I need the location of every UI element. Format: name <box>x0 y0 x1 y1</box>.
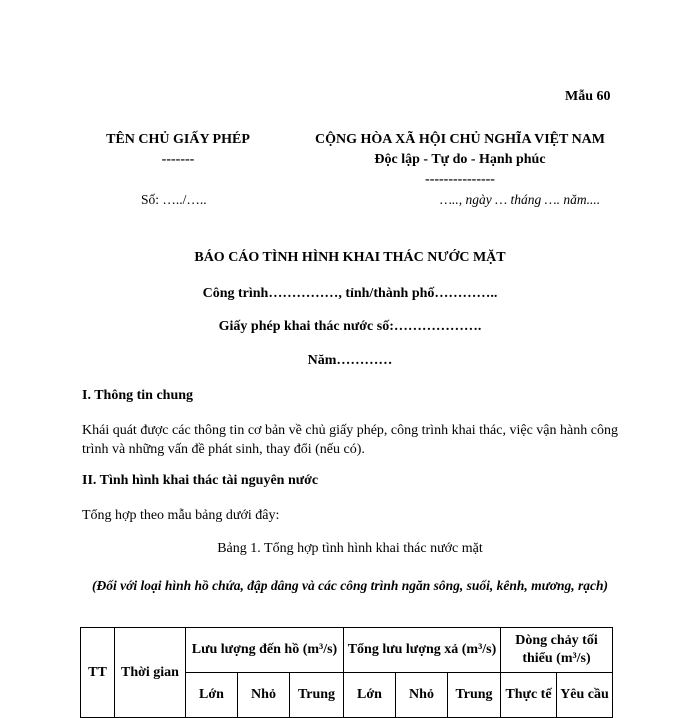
form-code: Mẫu 60 <box>565 89 611 104</box>
minflow-actual: Thực tế <box>501 673 557 718</box>
minflow-required: Yêu cầu <box>557 673 613 718</box>
outflow-avg: Trung <box>448 673 501 718</box>
issuer-name: TÊN CHỦ GIẤY PHÉP <box>106 132 250 147</box>
license-line: Giấy phép khai thác nước số:………………. <box>218 319 482 334</box>
header-time: Thời gian <box>115 628 186 718</box>
outflow-max: Lớn <box>344 673 396 718</box>
issuer-header <box>96 130 260 170</box>
exploitation-table <box>80 627 613 718</box>
header-tt: TT <box>81 628 115 718</box>
section-2-intro: Tổng hợp theo mẫu bảng dưới đây: <box>82 508 280 523</box>
table-header-row-1 <box>81 628 613 673</box>
inflow-avg: Trung <box>290 673 344 718</box>
issuer-rule: ------- <box>161 152 195 167</box>
section-1-heading: I. Thông tin chung <box>82 388 194 403</box>
inflow-min: Nhỏ <box>238 673 290 718</box>
header-outflow: Tổng lưu lượng xả (m³/s) <box>344 628 501 673</box>
national-title: CỘNG HÒA XÃ HỘI CHỦ NGHĨA VIỆT NAM <box>314 132 605 147</box>
national-header <box>284 130 636 190</box>
table-caption: Bảng 1. Tổng hợp tình hình khai thác nước mặt <box>217 541 483 556</box>
inflow-max: Lớn <box>186 673 238 718</box>
header-minflow: Dòng chảy tối thiểu (m³/s) <box>501 628 613 673</box>
document-number: Số: …../….. <box>141 192 207 207</box>
table-note: (Đối với loại hình hồ chứa, đập dâng và các công trình ngăn sông, suối, kênh, mương, rạch) <box>92 578 608 593</box>
section-1-paragraph: Khái quát được các thông tin cơ bản về chủ giấy phép, công trình khai thác, việc vận hành công trình và những vấn đề phát sinh, thay đổi (nếu có). <box>82 423 618 457</box>
year-line: Năm………… <box>307 353 393 368</box>
document-date: ….., ngày … tháng …. năm.... <box>440 192 601 207</box>
section-2-heading: II. Tình hình khai thác tài nguyên nước <box>82 473 319 488</box>
national-rule: --------------- <box>425 172 495 187</box>
outflow-min: Nhỏ <box>396 673 448 718</box>
report-title: BÁO CÁO TÌNH HÌNH KHAI THÁC NƯỚC MẶT <box>194 250 506 265</box>
national-motto: Độc lập - Tự do - Hạnh phúc <box>374 152 546 167</box>
project-line: Công trình……………, tỉnh/thành phố………….. <box>202 286 498 301</box>
header-inflow: Lưu lượng đến hồ (m³/s) <box>186 628 344 673</box>
